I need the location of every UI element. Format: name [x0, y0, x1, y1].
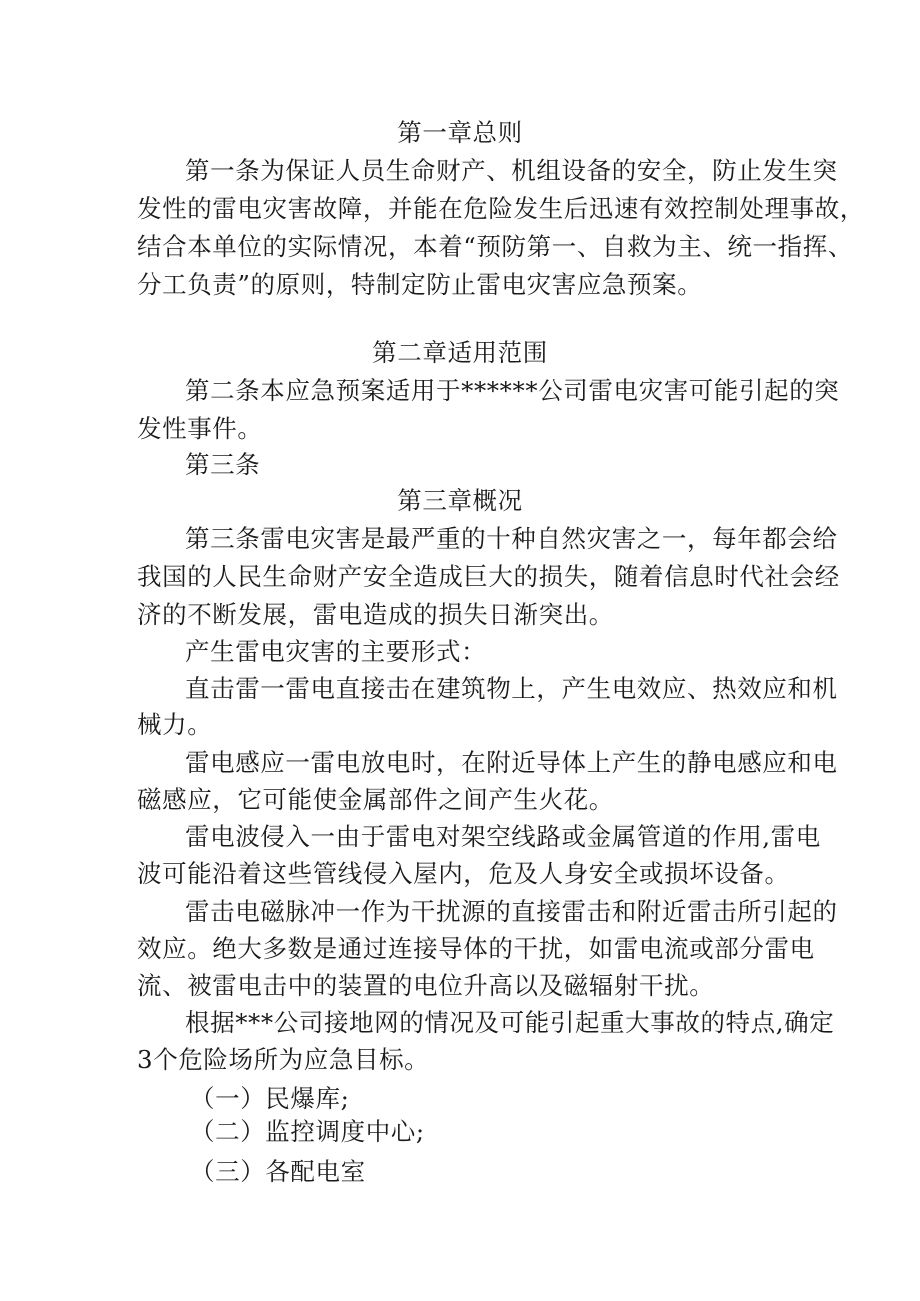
article-1-line-3: 结合本单位的实际情况，本着“预防第一、自救为主、统一指挥、 — [137, 232, 853, 261]
chapter-1-heading: 第一章总则 — [397, 118, 523, 147]
article-3-line-3: 济的不断发展，雷电造成的损失日渐突出。 — [137, 600, 614, 629]
article-1-line-2: 发性的雷电灾害故障，并能在危险发生后迅速有效控制处理事故， — [137, 194, 865, 223]
article-3-line-2: 我国的人民生命财产安全造成巨大的损失，随着信息时代社会经 — [137, 562, 840, 591]
article-3-stub: 第三条 — [185, 450, 261, 479]
article-1-line-1: 第一条为保证人员生命财产、机组设备的安全，防止发生突 — [185, 156, 838, 185]
target-item-3: （三）各配电室 — [190, 1157, 366, 1186]
targets-intro-line-1: 根据***公司接地网的情况及可能引起重大事故的特点,确定 — [185, 1008, 835, 1037]
article-2-line-1: 第二条本应急预案适用于******公司雷电灾害可能引起的突 — [185, 376, 840, 405]
form-3-line-2: 波可能沿着这些管线侵入屋内，危及人身安全或损坏设备。 — [137, 859, 790, 888]
target-item-1: （一）民爆库; — [190, 1084, 350, 1113]
forms-intro: 产生雷电灾害的主要形式： — [185, 637, 487, 666]
chapter-3-heading: 第三章概况 — [397, 486, 523, 515]
form-3-line-1: 雷电波侵入一由于雷电对架空线路或金属管道的作用,雷电 — [185, 822, 821, 851]
form-4-line-1: 雷击电磁脉冲一作为干扰源的直接雷击和附近雷击所引起的 — [185, 897, 838, 926]
form-1-line-2: 械力。 — [137, 710, 213, 739]
targets-intro-line-2: 3个危险场所为应急目标。 — [137, 1045, 430, 1074]
form-4-line-3: 流、被雷电击中的装置的电位升高以及磁辐射干扰。 — [137, 971, 715, 1000]
target-item-2: （二）监控调度中心; — [190, 1117, 425, 1146]
article-3-line-1: 第三条雷电灾害是最严重的十种自然灾害之一，每年都会给 — [185, 524, 838, 553]
article-1-line-4: 分工负责”的原则，特制定防止雷电灾害应急预案。 — [137, 270, 703, 299]
form-2-line-2: 磁感应，它可能使金属部件之间产生火花。 — [137, 785, 614, 814]
form-4-line-2: 效应。绝大多数是通过连接导体的干扰，如雷电流或部分雷电 — [137, 934, 815, 963]
form-2-line-1: 雷电感应一雷电放电时，在附近导体上产生的静电感应和电 — [185, 748, 838, 777]
article-2-line-2: 发性事件。 — [137, 414, 263, 443]
chapter-2-heading: 第二章适用范围 — [372, 338, 548, 367]
form-1-line-1: 直击雷一雷电直接击在建筑物上，产生电效应、热效应和机 — [185, 674, 838, 703]
